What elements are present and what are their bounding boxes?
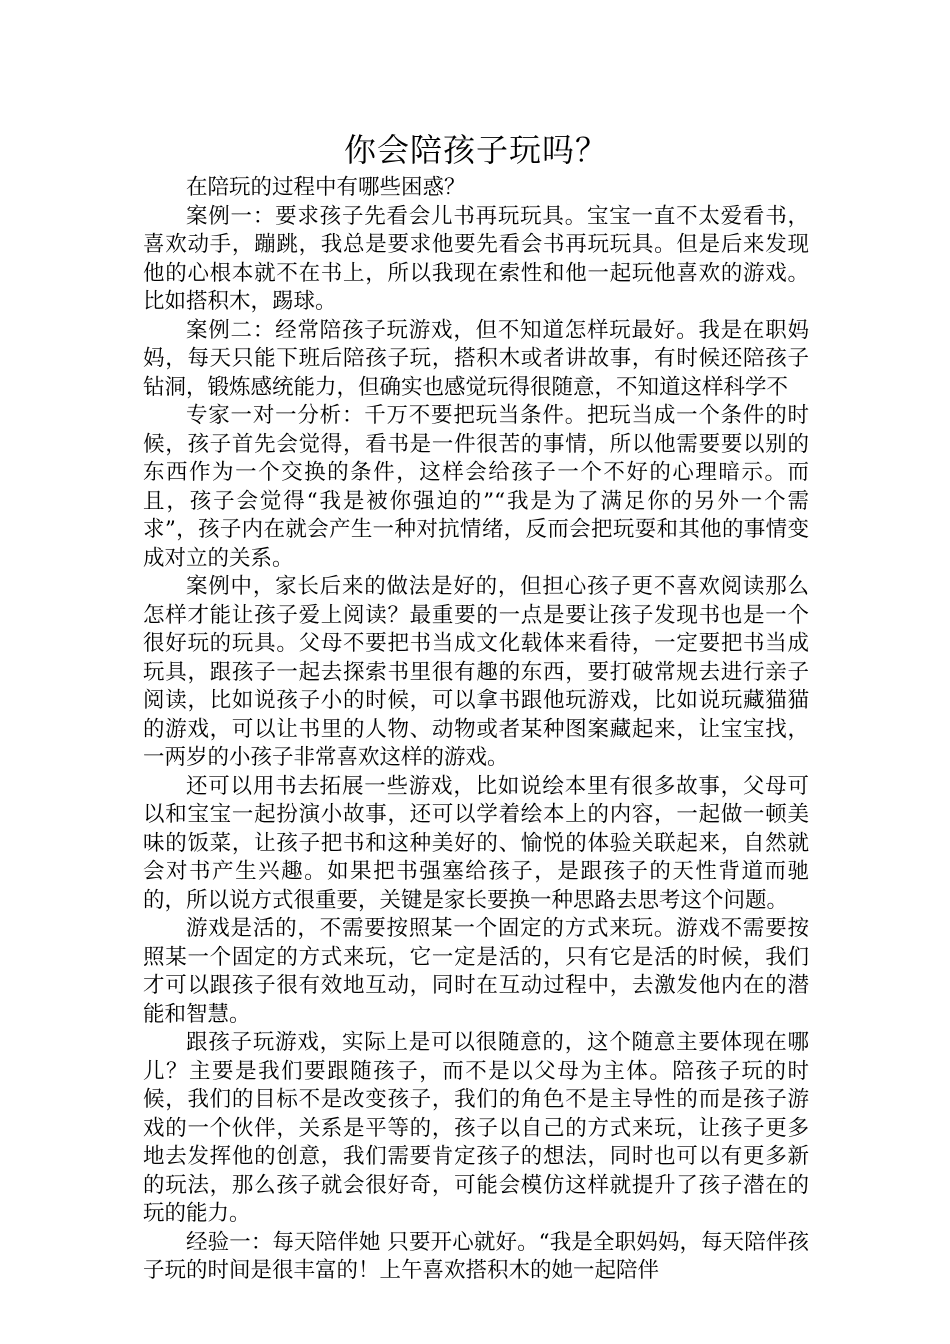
paragraph-book-games: 还可以用书去拓展一些游戏，比如说绘本里有很多故事，父母可以和宝宝一起扮演小故事，还可以学着绘本上的内容，一起做一顿美味的饭菜，让孩子把书和这种美好的、愉悦的体验关联起来，自然就会对书产生兴趣。如果把书强塞给孩子，是跟孩子的天性背道而驰的，所以说方式很重要，关键是家长要换一种思路去思考这个问题。 xyxy=(143,773,809,913)
paragraph-expert-analysis: 专家一对一分析：千万不要把玩当条件。把玩当成一个条件的时候，孩子首先会觉得，看书是一件很苦的事情，所以他需要要以别的东西作为一个交换的条件，这样会给孩子一个不好的心理暗示。而且，孩子会觉得“我是被你强迫的”“我是为了满足你的另外一个需求”，孩子内在就会产生一种对抗情绪，反而会把玩耍和其他的事情变成对立的关系。 xyxy=(143,403,809,571)
paragraph-question: 在陪玩的过程中有哪些困惑？ xyxy=(186,175,466,200)
page-title: 你会陪孩子玩吗？ xyxy=(343,131,608,169)
paragraph-reading-advice: 案例中，家长后来的做法是好的，但担心孩子更不喜欢阅读那么怎样才能让孩子爱上阅读？最重要的一点是要让孩子发现书也是一个很好玩的玩具。父母不要把书当成文化载体来看待，一定要把书当成玩具，跟孩子一起去探索书里很有趣的东西，要打破常规去进行亲子阅读，比如说孩子小的时候，可以拿书跟他玩游戏，比如说玩藏猫猫的游戏，可以让书里的人物、动物或者某种图案藏起来，让宝宝找，一两岁的小孩子非常喜欢这样的游戏。 xyxy=(143,574,809,770)
document-page xyxy=(143,128,809,1286)
paragraph-case-one: 案例一：要求孩子先看会儿书再玩玩具。宝宝一直不太爱看书，喜欢动手，蹦跳，我总是要求他要先看会书再玩玩具。但是后来发现他的心根本就不在书上，所以我现在索性和他一起玩他喜欢的游戏。比如搭积木，踢球。 xyxy=(143,203,809,314)
paragraph-games-alive: 游戏是活的，不需要按照某一个固定的方式来玩。游戏不需要按照某一个固定的方式来玩，它一定是活的，只有它是活的时候，我们才可以跟孩子很有效地互动，同时在互动过程中，去激发他内在的潜能和智慧。 xyxy=(143,916,809,1027)
paragraph-case-two: 案例二：经常陪孩子玩游戏，但不知道怎样玩最好。我是在职妈妈，每天只能下班后陪孩子玩，搭积木或者讲故事，有时候还陪孩子钻洞，锻炼感统能力，但确实也感觉玩得很随意，不知道这样科学不 xyxy=(143,317,809,400)
paragraph-follow-child: 跟孩子玩游戏，实际上是可以很随意的，这个随意主要体现在哪儿？主要是我们要跟随孩子，而不是以父母为主体。陪孩子玩的时候，我们的目标不是改变孩子，我们的角色不是主导性的而是孩子游戏的一个伙伴，关系是平等的，孩子以自己的方式来玩，让孩子更多地去发挥他的创意，我们需要肯定孩子的想法，同时也可以有更多新的玩法，那么孩子就会很好奇，可能会模仿这样就提升了孩子潜在的玩的能力。 xyxy=(143,1030,809,1226)
paragraph-experience-one: 经验一：每天陪伴她 只要开心就好。“我是全职妈妈，每天陪伴孩子玩的时间是很丰富的！上午喜欢搭积木的她一起陪伴 xyxy=(143,1229,809,1283)
